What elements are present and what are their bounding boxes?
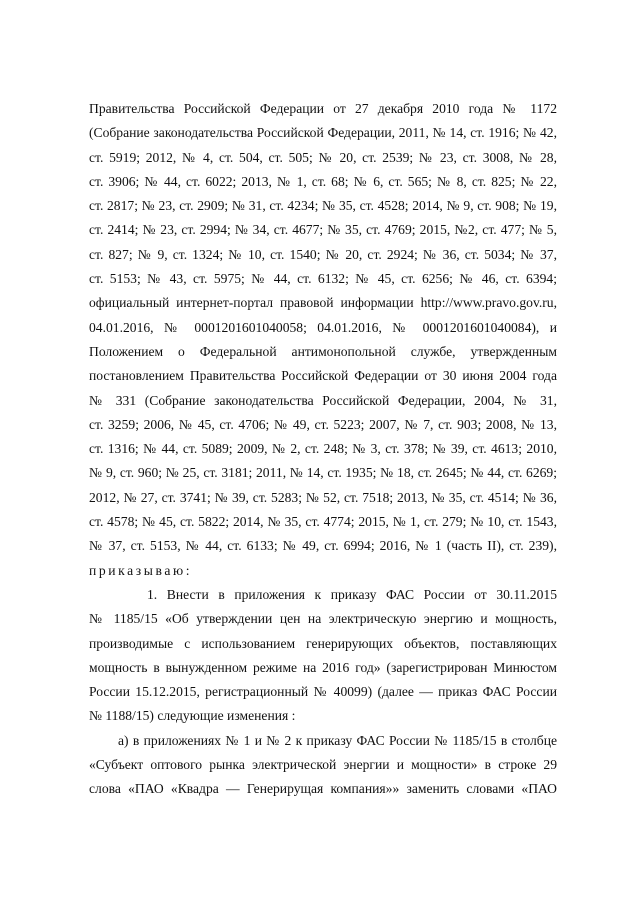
text-line: официальный интернет-портал правовой информации http://www.pravo.gov.ru, <box>89 295 557 311</box>
document-body <box>89 97 557 802</box>
text-line: ст. 3259; 2006, № 45, ст. 4706; № 49, ст. 5223; 2007, № 7, ст. 903; 2008, № 13, <box>89 416 557 432</box>
text-line: Положением о Федеральной антимонопольной службе, утвержденным <box>89 343 557 359</box>
text-line: № 331 (Собрание законодательства Российской Федерации, 2004, № 31, <box>89 392 557 408</box>
text-line: ст. 3906; № 44, ст. 6022; 2013, № 1, ст. 68; № 6, ст. 565; № 8, ст. 825; № 22, <box>89 173 557 189</box>
text-line: постановлением Правительства Российской Федерации от 30 июня 2004 года <box>89 368 557 384</box>
text-line: мощность в вынужденном режиме на 2016 год» (зарегистрирован Минюстом <box>89 659 557 675</box>
text-line: а) в приложениях № 1 и № 2 к приказу ФАС России № 1185/15 в столбце <box>118 732 557 748</box>
text-line: № 1188/15) следующие изменения : <box>89 708 296 724</box>
text-line: № 1185/15 «Об утверждении цен на электрическую энергию и мощность, <box>89 611 557 627</box>
text-line: ст. 827; № 9, ст. 1324; № 10, ст. 1540; № 20, ст. 2924; № 36, ст. 5034; № 37, <box>89 246 557 262</box>
text-line: России 15.12.2015, регистрационный № 40099) (далее — приказ ФАС России <box>89 684 557 700</box>
text-line: (Собрание законодательства Российской Федерации, 2011, № 14, ст. 1916; № 42, <box>89 125 557 141</box>
text-line: ст. 1316; № 44, ст. 5089; 2009, № 2, ст. 248; № 3, ст. 378; № 39, ст. 4613; 2010, <box>89 441 557 457</box>
text-line: слова «ПАО «Квадра — Генерирущая компания»» заменить словами «ПАО <box>89 781 557 797</box>
text-line: ст. 5919; 2012, № 4, ст. 504, ст. 505; № 20, ст. 2539; № 23, ст. 3008, № 28, <box>89 149 557 165</box>
text-line: ст. 4578; № 45, ст. 5822; 2014, № 35, ст. 4774; 2015, № 1, ст. 279; № 10, ст. 1543, <box>89 514 557 530</box>
text-line: 2012, № 27, ст. 3741; № 39, ст. 5283; № 52, ст. 7518; 2013, № 35, ст. 4514; № 36, <box>89 489 557 505</box>
text-line: ст. 2817; № 23, ст. 2909; № 31, ст. 4234; № 35, ст. 4528; 2014, № 9, ст. 908; № 19, <box>89 198 557 214</box>
text-line: № 9, ст. 960; № 25, ст. 3181; 2011, № 14, ст. 1935; № 18, ст. 2645; № 44, ст. 6269; <box>89 465 557 481</box>
text-line: «Субъект оптового рынка электрической энергии и мощности» в строке 29 <box>89 757 557 773</box>
text-line: производимые с использованием генерирующих объектов, поставляющих <box>89 635 557 651</box>
text-line: № 37, ст. 5153, № 44, ст. 6133; № 49, ст. 6994; 2016, № 1 (часть II), ст. 239), <box>89 538 557 554</box>
text-line: 04.01.2016, № 0001201601040058; 04.01.2016, № 0001201601040084), и <box>89 319 557 335</box>
text-line: Правительства Российской Федерации от 27 декабря 2010 года № 1172 <box>89 101 557 116</box>
text-line: 1. Внести в приложения к приказу ФАС России от 30.11.2015 <box>147 586 557 602</box>
text-line: приказываю: <box>89 562 193 578</box>
text-line: ст. 5153; № 43, ст. 5975; № 44, ст. 6132; № 45, ст. 6256; № 46, ст. 6394; <box>89 271 557 287</box>
text-line: ст. 2414; № 23, ст. 2994; № 34, ст. 4677; № 35, ст. 4769; 2015, №2, ст. 477; № 5, <box>89 222 557 238</box>
